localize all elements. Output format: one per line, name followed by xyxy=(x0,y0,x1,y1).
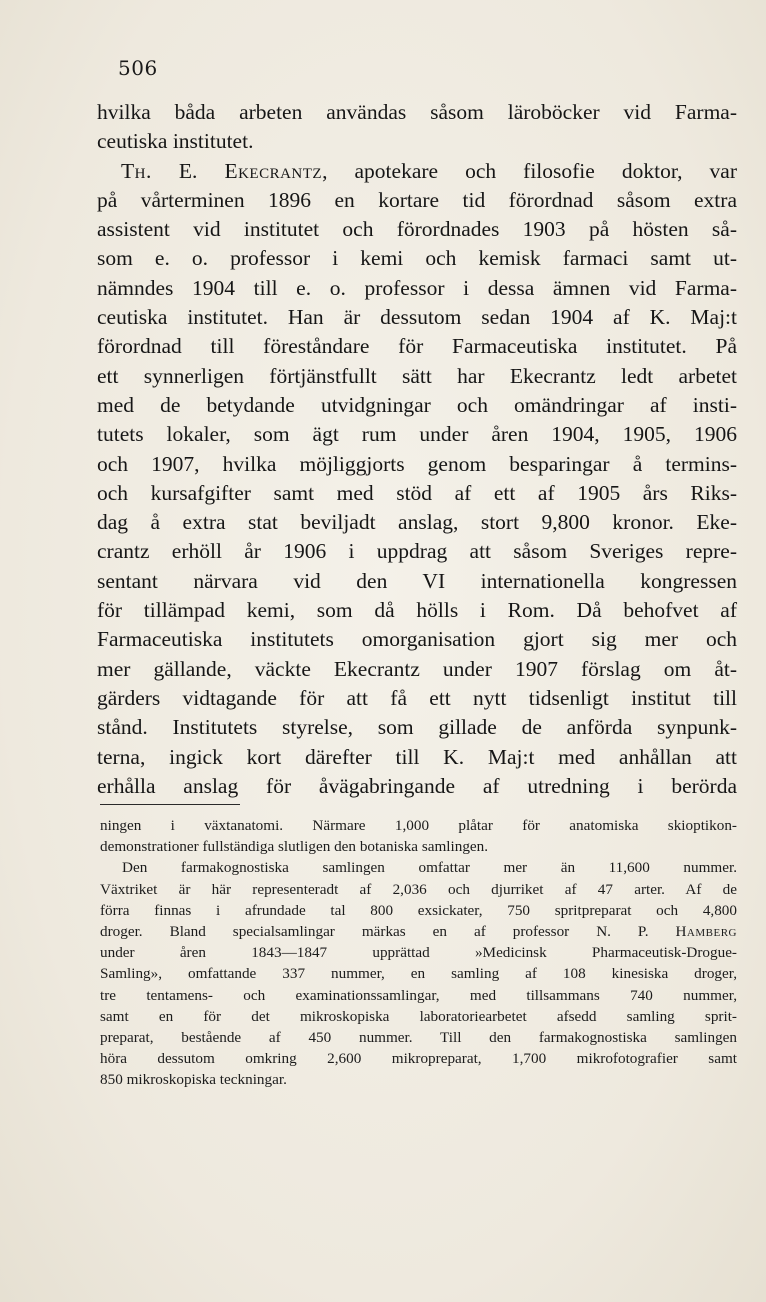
text-line: dag å extra stat beviljadt anslag, stort 9,800 kronor. Eke- xyxy=(97,510,737,535)
page-number: 506 xyxy=(118,56,158,80)
text-line: tutets lokaler, som ägt rum under åren 1904, 1905, 1906 xyxy=(97,422,737,447)
text-line: förordnad till föreståndare för Farmaceutiska institutet. På xyxy=(97,334,737,359)
text-line: hvilka båda arbeten användas såsom läroböcker vid Farma- xyxy=(97,100,737,124)
footnote xyxy=(100,815,737,1090)
footnote-line: samt en för det mikroskopiska laboratoriearbetet afsedd samling sprit- xyxy=(100,1007,737,1025)
footnote-divider xyxy=(100,804,240,805)
text-line: och 1907, hvilka möjliggjorts genom besparingar å termins- xyxy=(97,451,737,476)
footnote-line: Växtriket är här representeradt af 2,036 och djurriket af 47 arter. Af de xyxy=(100,880,737,898)
text-line: ceutiska institutet. xyxy=(97,129,254,154)
text-line: med de betydande utvidgningar och omändringar af insti- xyxy=(97,392,737,417)
text-line: ett synnerligen förtjänstfullt sätt har Ekecrantz ledt arbetet xyxy=(97,363,737,388)
text-line: gärders vidtagande för att få ett nytt tidsenligt institut till xyxy=(97,685,737,710)
footnote-line: ningen i växtanatomi. Närmare 1,000 plåtar för anatomiska skioptikon- xyxy=(100,817,737,834)
text-line: Farmaceutiska institutets omorganisation gjort sig mer och xyxy=(97,627,737,652)
line-rest: , apotekare och filosofie doktor, var xyxy=(322,158,738,183)
footnote-line xyxy=(100,921,737,942)
footnote-line: höra dessutom omkring 2,600 mikropreparat, 1,700 mikrofotografier samt xyxy=(100,1050,737,1068)
text-line-with-name xyxy=(97,157,737,186)
text-line: erhålla anslag för åvägabringande af utredning i berörda xyxy=(97,773,737,798)
text-line: sentant närvara vid den VI internationella kongressen xyxy=(97,568,737,593)
text-line: som e. o. professor i kemi och kemisk farmaci samt ut- xyxy=(97,246,737,271)
person-initial: E. xyxy=(178,158,198,183)
footnote-line: preparat, bestående af 450 nummer. Till den farmakognostiska samlingen xyxy=(100,1028,737,1046)
text-line: terna, ingick kort därefter till K. Maj:t med anhållan att xyxy=(97,744,737,769)
footnote-line: under åren 1843—1847 upprättad »Medicinsk Pharmaceutisk-Drogue- xyxy=(100,944,737,962)
footnote-line-part: droger. Bland specialsamlingar märkas en af professor N. P. xyxy=(100,922,676,940)
author-prefix: Th. xyxy=(121,158,152,183)
footnote-line: Samling», omfattande 337 nummer, en samling af 108 kinesiska droger, xyxy=(100,965,737,983)
footnote-line: 850 mikroskopiska teckningar. xyxy=(100,1071,287,1089)
text-line: stånd. Institutets styrelse, som gillade de anförda synpunk- xyxy=(97,715,737,740)
text-line: och kursafgifter samt med stöd af ett af 1905 års Riks- xyxy=(97,480,737,505)
text-line: mer gällande, väckte Ekecrantz under 1907 förslag om åt- xyxy=(97,656,737,681)
text-line: på vårterminen 1896 en kortare tid förordnad såsom extra xyxy=(97,187,737,212)
text-line: ceutiska institutet. Han är dessutom sedan 1904 af K. Maj:t xyxy=(97,305,737,330)
footnote-line: demonstrationer fullständiga slutligen den botaniska samlingen. xyxy=(100,838,489,856)
person-name: Hamberg xyxy=(675,922,737,940)
text-line: för tillämpad kemi, som då hölls i Rom. Då behofvet af xyxy=(97,598,737,623)
text-line: crantz erhöll år 1906 i uppdrag att såsom Sveriges repre- xyxy=(97,539,737,564)
footnote-line: Den farmakognostiska samlingen omfattar mer än 11,600 nummer. xyxy=(122,859,737,877)
text-line: nämndes 1904 till e. o. professor i dessa ämnen vid Farma- xyxy=(97,275,737,300)
footnote-line: tre tentamens- och examinationssamlingar, med tillsammans 740 nummer, xyxy=(100,986,737,1004)
main-text xyxy=(97,98,737,801)
footnote-line: förra finnas i afrundade tal 800 exsickater, 750 spritpreparat och 4,800 xyxy=(100,901,737,919)
person-name: Ekecrantz xyxy=(224,158,323,183)
text-line: assistent vid institutet och förordnades 1903 på hösten så- xyxy=(97,217,737,242)
